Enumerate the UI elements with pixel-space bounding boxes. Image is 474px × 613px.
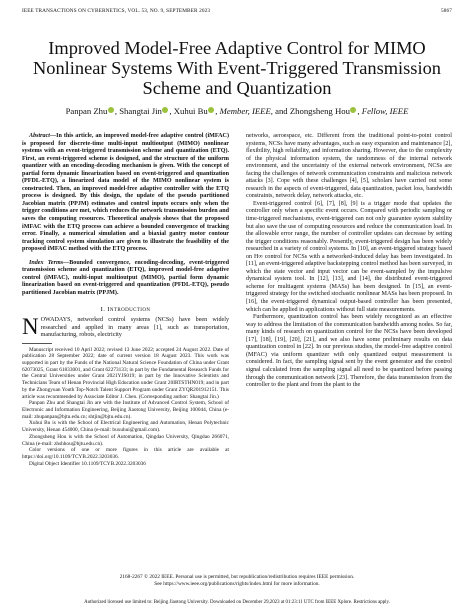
author-4: Zhongsheng Hou — [289, 106, 350, 116]
footnote-doi: Digital Object Identifier 10.1109/TCYB.2022.3203036 — [29, 460, 146, 467]
drop-cap: N — [22, 314, 39, 340]
orcid-icon[interactable] — [162, 107, 168, 113]
right-column — [246, 133, 452, 390]
intro-lead-word: OWADAYS, — [40, 317, 73, 324]
intro-text: networked control systems (NCSs) have been widely researched and applied in many areas [1], such as transportation, manufacturing, robots, electricity — [40, 317, 229, 339]
abstract-text: —In this article, an improved model-free adaptive control (iMFAC) is proposed for discrete-time multi-input multioutput (MIMO) nonlinear systems with an event-triggered transmission scheme and quantization (ETQ). First, an event-triggered scheme is designed, and the structure of the uniform quantizer with an encoding-decoding mechanism is given. With the concept of partial form dynamic linearization based on event-triggered and quantization (PFDL-ETQ), a linearized data model of the MIMO nonlinear system is constructed. Then, an improved model-free adaptive controller with the ETQ process is designed. By this design, the update of the pseudo partitioned Jacobian matrix (PPJM) estimates and control inputs occurs only when the trigger conditions are met, which reduces the network transmission burden and saves the computing resources. Theoretical analysis shows that the proposed iMFAC with the ETQ process can achieve a bounded convergence of tracking error. Finally, a numerical simulation and a biaxial gantry motor contour tracking control system simulation are given to illustrate the feasibility of the proposed iMFAC method with the ETQ process. — [22, 133, 229, 253]
running-head — [22, 8, 452, 18]
footnotes — [22, 347, 229, 468]
author-3-role: Member, IEEE — [219, 106, 271, 116]
author-1: Panpan Zhu — [65, 106, 108, 116]
abstract-label: Abstract — [29, 133, 50, 139]
footnote-affiliation-2: Xuhui Bu is with the School of Electrical Engineering and Automation, Henan Polytechnic University, Henan 454000, China (e-mail: buxuhui@gmail.com). — [22, 420, 229, 434]
journal-info: IEEE TRANSACTIONS ON CYBERNETICS, VOL. 53, NO. 9, SEPTEMBER 2023 — [22, 8, 211, 14]
footnote-divider — [22, 343, 52, 344]
footnote-color-versions[interactable]: Color versions of one or more figures in this article are available at https://doi.org/10.1109/TCYB.2022.3203036. — [22, 447, 229, 460]
introduction-paragraph — [22, 314, 229, 340]
index-terms-text: —Bounded convergence, encoding-decoding, event-triggered transmission scheme and quantization (ETQ), improved model-free adaptive control (iMFAC), multi-input multioutput (MIMO), partial form dynamic linearization based on event-triggered and quantization (PFDL-ETQ), pseudo partitioned Jacobian matrix (PPJM). — [22, 259, 229, 296]
index-terms-label: Index Terms — [29, 259, 64, 266]
author-3: Xuhui Bu — [173, 106, 208, 116]
body-paragraph-2: Event-triggered control [6], [7], [8], [9] is a trigger mode that updates the controller only when a specific event occurs. Compared with periodic sampling or time-triggered mechanisms, event-triggered can not only guarantee system stability but also save the use of computing resources and reduce the communication load. In the allowable error range, the number of controller updates can decrease by setting the trigger conditions reasonably. Presently, event-triggered design has been widely researched in a variety of control systems. In [10], an event-triggered strategy based on H∞ control for NCSs with a networked-induced delay has been investigated. In [11], an event-triggered adaptive backstepping control method has been surveyed, in which the state vector and input vector can be event-sampled by the impulsive dynamical system tool. In [12], [13], and [14], the distributed event-triggered scheme for multiagent systems (MASs) has been designed. In [15], an event-triggered strategy for the switched stochastic nonlinear MASs has been proposed. In [16], the event-triggered dynamical output-based controller has been presented, which can be applied in applications without full state measurements. — [246, 200, 452, 313]
footnote-affiliation-3: Zhongsheng Hou is with the School of Automation, Qingdao University, Qingdao 266071, China (e-mail: zhshhou@bjtu.edu.cn). — [22, 433, 229, 447]
orcid-icon[interactable] — [350, 107, 356, 113]
index-terms — [22, 260, 229, 298]
left-column — [22, 133, 229, 467]
copyright-notice — [22, 574, 452, 588]
author-4-role: Fellow, IEEE — [361, 106, 409, 116]
copyright-line-2[interactable]: See https://www.ieee.org/publications/rights/index.html for more information. — [154, 581, 320, 587]
download-notice: Authorized licensed use limited to: Beijing Jiaotong University. Downloaded on December 29,2023 at 01:23:11 UTC from IEEE Xplore. Restrictions apply. — [84, 600, 390, 605]
section-heading-introduction: I. Introduction — [100, 306, 151, 314]
paper-title: Improved Model-Free Adaptive Control for MIMO Nonlinear Systems With Event-Triggered Transmission Scheme and Quantization — [33, 38, 441, 98]
page-number: 5867 — [441, 8, 452, 14]
abstract — [22, 133, 229, 254]
author-2: Shangtai Jin — [119, 106, 162, 116]
footnote-affiliation-1: Panpan Zhu and Shangtai Jin are with the Institute of Advanced Control System, School of Electronic and Information Engineering, Beijing Jiaotong University, Beijing 100044, China (e-mail: zhupanpan@bjtu.edu.cn; shtjin@bjtu.edu.cn). — [22, 400, 229, 420]
body-paragraph-1: networks, aeroespace, etc. Different from the traditional point-to-point control systems, NCSs have many advantages, such as easy expansion and maintenance [2], flexibility, high reliability, and information sharing. However, due to the complexity of the physical information system, the randomness of the internal network environment, and the uncertainty of the external network environment, NCSs are facing the challenges of network communication constraints and malicious network attacks [3]. Cope with these challenges [4], [5], scholars have carried out some research in the aspects of event-triggered, data quantization, packet loss, bandwidth constraints, network delay, network attacks, etc. — [246, 133, 452, 200]
author-conjunction: and — [275, 106, 288, 116]
orcid-icon[interactable] — [208, 107, 214, 113]
orcid-icon[interactable] — [108, 107, 114, 113]
author-line: Panpan Zhu , Shangtai Jin , Xuhui Bu , Member, IEEE, and Zhongsheng Hou , Fellow, IEEE — [65, 106, 409, 116]
copyright-line-1: 2168-2267 © 2022 IEEE. Personal use is permitted, but republication/redistribution requires IEEE permission. — [119, 574, 355, 580]
footnote-manuscript: Manuscript received 10 April 2022; revised 13 June 2022; accepted 24 August 2022. Date of publication 28 September 2022; date of current version 18 August 2023. This work was supported in part by the Funds of the National Natural Science Foundation of China under Grant 62073025, Grant 61833001, and Grant 62273133; in part by the Fundamental Research Funds for the Central Universities under Grant 2021YJS019; in part by the Innovative Scientists and Technicians Team of Henan Provincial High Education under Grant 20IRTSTHN019; and in part by the Zhongyuan Youth Top-Notch Talent Support Program under Grant ZYQR201912151. This article was recommended by Associate Editor J. Chen. (Corresponding author: Shangtai Jin.) — [22, 346, 229, 400]
body-paragraph-3: Furthermore, quantization control has been widely recognized as an effective way to address the limitation of the communication bandwidth among nodes. So far, many kinds of research on quantization control for the NCSs have been developed [17], [18], [19], [20], [21], and we also have some preliminary results on data quantization control in [22]. In our previous studies, the model-free adaptive control (MFAC) via uniform quantizer with only quantized output measurement is considered. In fact, the sampling signal sent by the event generator and the control signal calculated from the sampling signal all need to be quantized before passing through the communication network [23]. Therefore, the data transmission from the controller to the plant and from the plant to the — [246, 314, 452, 389]
